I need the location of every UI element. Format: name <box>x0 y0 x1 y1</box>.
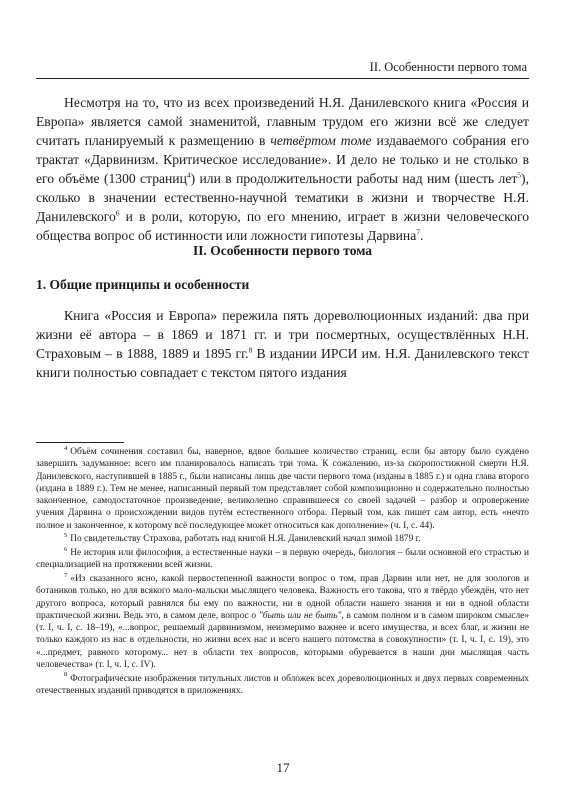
intro-text-part: Несмотря на то, что из всех произведений Н.Я. Данилевского книга «Россия и Европа» является самой знаменитой, главным трудом его жизни всё же следует считать планируемый к размещению в <box>36 95 529 148</box>
footnote-ref[interactable]: 5 <box>517 170 522 180</box>
footnote-ref[interactable]: 6 <box>115 208 120 218</box>
editions-text-part: В издании ИРСИ им. Н.Я. Данилевского текст книги полностью совпадает с текстом пятого издания <box>36 346 530 380</box>
footnotes <box>36 446 529 699</box>
footnote-number: 7 <box>64 571 68 579</box>
intro-text-part: ) или в продолжительности работы над ним (шесть лет <box>190 171 518 186</box>
section-title: II. Особенности первого тома <box>192 243 373 258</box>
intro-paragraph <box>36 93 529 245</box>
footnote-text: «Из сказанного ясно, какой первостепенной важности вопрос о том, прав Дарвин или нет, не для зоологов и ботаников только, но для всякого мало-мальски мыслящего человека. Важность его такова, что я твёрдо убеждён, что нет другого вопроса, который равнялся бы ему по важности, ни в одной области нашего знания и ни в одной области практической жизни. Ведь это, в самом деле, вопрос о <box>36 574 529 621</box>
footnote-item <box>36 573 529 671</box>
footnote-text: По свидетельству Страхова, работать над книгой Н.Я. Данилевский начал зимой 1879 г. <box>70 534 421 545</box>
editions-text <box>36 306 529 382</box>
footnote-text: , в самом полном и в самом широком смысле» (т. I, ч. I, с. 18–19), «...вопрос, решаемый дарвинизмом, неизмеримо важнее и всего имущества, и всех благ, и жизни не только каждого из нас в отдельности, но жизни всех нас и всего нашего потомства в совокупности» (т. I, ч. I, с. 19), это «...предмет, равного которому... нет в области тех вопросов, которыми обуревается в наши дни мыслящая часть человечества» (т. I, ч. I, с. IV). <box>36 610 530 670</box>
intro-text <box>36 93 529 245</box>
footnote-number: 8 <box>64 671 68 679</box>
footnote-emphasis: "быть или не быть" <box>258 610 342 621</box>
footnote-item <box>36 547 529 572</box>
running-header <box>36 58 529 79</box>
footnote-ref[interactable]: 8 <box>248 345 253 355</box>
footnote-ref[interactable]: 7 <box>416 227 420 237</box>
footnote-item <box>36 533 529 545</box>
footnote-number: 5 <box>64 532 68 540</box>
running-title: II. Особенности первого тома <box>369 60 527 74</box>
footnote-text: Объём сочинения составил бы, наверное, вдвое большее количество страниц, если бы автору было суждено завершить задуманное: всего им планировалось написать три тома. К сожалению, из-за скоропостижной смерти Н.Я. Данилевского, наступившей в 1885 г., были написаны лишь две части первого тома (изданы в 1885 г.) и одна глава второго (издана в 1889 г.). Тем не менее, написанный первый том представляет собой композиционно и содержательно полностью законченное, самодостаточное произведение, великолепно справившееся со своей задачей – разбор и опровержение учения Дарвина о происхождении видов путём естественного отбора. Первый том, как пишет сам автор, есть «нечто полное и законченное, к которому всё последующее может относиться как дополнение» (ч. I, с. 44). <box>36 447 529 531</box>
footnote-number: 4 <box>64 444 68 452</box>
footnote-item <box>36 446 529 532</box>
footnote-ref[interactable]: 4 <box>186 170 191 180</box>
intro-text-part: . <box>420 228 424 243</box>
page-number: 17 <box>276 760 290 775</box>
footnote-text: Не история или философия, а естественные науки – в первую очередь, биология – были основной его страстью и специализацией на протяжении всей жизни. <box>36 548 529 571</box>
footnote-divider <box>36 442 124 443</box>
editions-text-part: Книга «Россия и Европа» пережила пять дореволюционных изданий: два при жизни её автора – в 1869 и 1871 гг. и три посмертных, осуществлённых Н.Н. Страховым – в 1888, 1889 и 1895 гг. <box>36 308 529 361</box>
intro-text-part: ), сколько в значении естественно-научной тематики в жизни и творчестве Н.Я. Данилевского <box>36 171 529 224</box>
intro-emphasis: четвёртом томе <box>270 133 372 148</box>
footnote-number: 6 <box>64 545 68 553</box>
editions-paragraph <box>36 306 529 382</box>
footnote-item <box>36 673 529 698</box>
intro-text-part: и в роли, которую, по его мнению, играет в жизни человеческого общества вопрос об истинности или ложности гипотезы Дарвина <box>36 209 529 243</box>
subsection-title: 1. Общие принципы и особенности <box>36 277 250 292</box>
intro-text-part: издаваемого собрания его трактат «Дарвинизм. Критическое исследование». И дело не только и не столько в его объёме (1300 страниц <box>36 133 530 186</box>
footnote-text: Фотографические изображения титульных листов и обложек всех дореволюционных и двух первых современных отечественных изданий приводятся в приложениях. <box>36 673 529 696</box>
